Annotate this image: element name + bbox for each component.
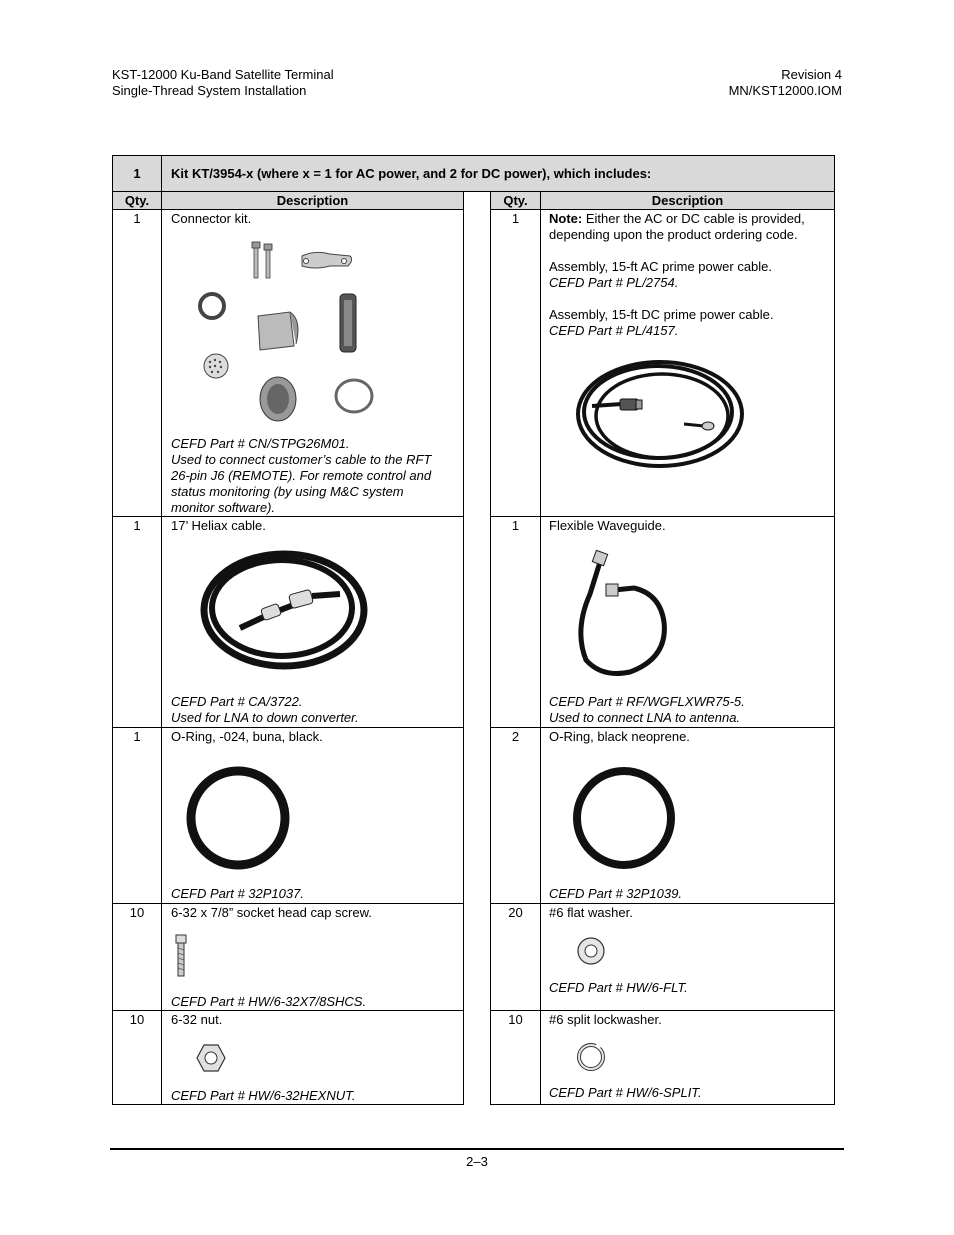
part-number: CEFD Part # CN/STPG26M01. [171,436,350,451]
part-number: CEFD Part # HW/6-32X7/8SHCS. [171,994,367,1009]
doc-number: MN/KST12000.IOM [728,83,842,98]
qty-value: 1 [133,518,141,533]
item-note-line: Used to connect customer’s cable to the RFT [171,452,432,467]
note-line-2: depending upon the product ordering code. [549,227,798,242]
power-cable-image [572,352,748,472]
qty-header-left [112,191,162,210]
row5-qty-left [112,1010,162,1105]
item-description: Connector kit. [171,211,252,226]
item-description: #6 split lockwasher. [549,1012,662,1027]
footer-rule [110,1148,844,1150]
row4-qty-left [112,903,162,1011]
split-lockwasher-image [576,1042,606,1072]
item-note: Used for LNA to down converter. [171,710,359,725]
row1-qty-left [112,209,162,517]
item-description: O-Ring, black neoprene. [549,729,690,744]
heliax-cable-image [200,548,370,672]
part-number: CEFD Part # HW/6-32HEXNUT. [171,1088,356,1103]
dc-cable-part: CEFD Part # PL/4157. [549,323,679,338]
row1-qty-right [490,209,541,517]
desc-header-right [540,191,835,210]
dc-cable-description: Assembly, 15-ft DC prime power cable. [549,307,774,322]
item-note-line: status monitoring (by using M&C system [171,484,404,499]
part-number: CEFD Part # CA/3722. [171,694,303,709]
item-description: 6-32 x 7/8” socket head cap screw. [171,905,372,920]
row2-qty-left [112,516,162,728]
qty-value: 10 [129,905,145,920]
part-number: CEFD Part # 32P1039. [549,886,682,901]
o-ring-neoprene-image [570,764,680,874]
item-description: 6-32 nut. [171,1012,223,1027]
qty-header-label: Qty. [124,193,150,208]
ac-cable-part: CEFD Part # PL/2754. [549,275,679,290]
part-number: CEFD Part # 32P1037. [171,886,304,901]
qty-value: 1 [511,211,520,226]
row3-qty-right [490,727,541,904]
item-note-line: monitor software). [171,500,276,515]
row2-qty-right [490,516,541,728]
item-description: Flexible Waveguide. [549,518,666,533]
cap-screw-image [174,934,188,978]
connector-kit-image [190,236,370,426]
qty-value: 1 [511,518,520,533]
item-description: 17’ Heliax cable. [171,518,266,533]
flat-washer-image [576,936,606,966]
part-number: CEFD Part # RF/WGFLXWR75-5. [549,694,745,709]
qty-value: 1 [133,729,141,744]
row4-qty-right [490,903,541,1011]
kit-number: 1 [133,166,141,181]
note-line-1 [549,211,805,227]
kit-title-cell [161,155,835,192]
doc-revision: Revision 4 [781,67,842,82]
ac-cable-description: Assembly, 15-ft AC prime power cable. [549,259,773,274]
header-right [729,67,842,99]
desc-header-left [161,191,464,210]
flexible-waveguide-image [572,550,672,680]
note-text: Either the AC or DC cable is provided, [582,211,805,226]
qty-value: 20 [508,905,523,920]
item-description: #6 flat washer. [549,905,633,920]
row3-qty-left [112,727,162,904]
doc-section: Single-Thread System Installation [112,83,307,98]
kit-number-cell [112,155,162,192]
part-number: CEFD Part # HW/6-SPLIT. [549,1085,702,1100]
o-ring-buna-image [184,764,294,874]
qty-header-label: Qty. [503,193,528,208]
part-number: CEFD Part # HW/6-FLT. [549,980,688,995]
qty-value: 10 [508,1012,523,1027]
qty-value: 1 [133,211,141,226]
qty-header-right [490,191,541,210]
desc-header-label: Description [276,193,349,208]
row4-desc-left [161,903,464,1011]
note-label: Note: [549,211,583,226]
qty-value: 10 [129,1012,145,1027]
spacer-header [463,191,491,210]
item-description: O-Ring, -024, buna, black. [171,729,323,744]
hex-nut-image [196,1043,226,1073]
kit-title: Kit KT/3954-x (where x = 1 for AC power, and 2 for DC power), which includes: [171,166,652,181]
doc-title: KST-12000 Ku-Band Satellite Terminal [112,67,334,82]
row5-qty-right [490,1010,541,1105]
qty-value: 2 [511,729,520,744]
desc-header-label: Description [651,193,724,208]
header-left [112,67,334,99]
item-note-line: 26-pin J6 (REMOTE). For remote control and [171,468,432,483]
item-note: Used to connect LNA to antenna. [549,710,741,725]
page-number: 2–3 [466,1154,488,1169]
